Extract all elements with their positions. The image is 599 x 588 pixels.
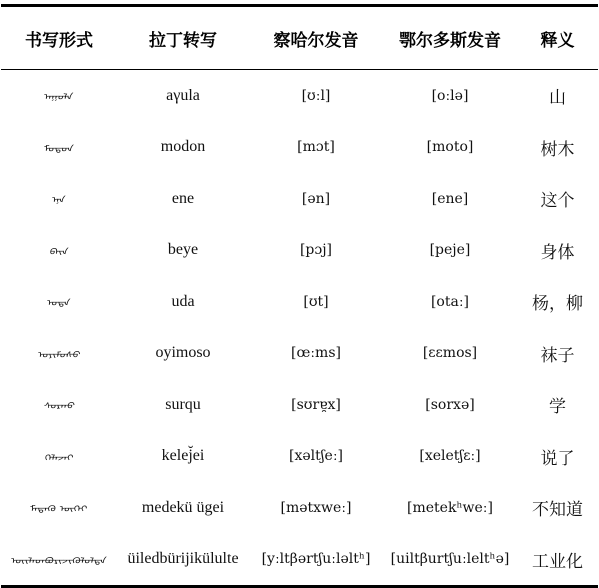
meaning-cell: 山 xyxy=(549,88,566,109)
script-form-cell: ᠮᠡᠳᠡᠬᠦ ᠦᠭᠡᠢ xyxy=(29,504,89,515)
header-ordos-pronunciation: 鄂尔多斯发音 xyxy=(399,30,501,51)
header-script-form: 书写形式 xyxy=(25,30,93,51)
table-row xyxy=(1,122,598,174)
word-table xyxy=(1,7,598,69)
script-form-cell: ᠰᠤᠷᠬᠤ xyxy=(42,401,76,412)
chahar-cell: [sʊrɐ̯x] xyxy=(291,396,341,413)
table-row xyxy=(1,276,598,328)
ordos-cell: [xeletʃɛː] xyxy=(419,448,481,465)
chahar-cell: [pɔj] xyxy=(299,242,333,259)
chahar-cell: [mətxweː] xyxy=(280,499,352,516)
script-form-cell: ᠠᠭᠤᠯᠠ xyxy=(43,92,75,103)
phonology-table xyxy=(1,4,598,588)
script-form-cell: ᠬᠡᠯᠡᠵᠡᠢ xyxy=(43,452,74,463)
ordos-cell: [ɛɛmos] xyxy=(422,345,478,362)
latin-cell: modon xyxy=(160,138,206,156)
table-row xyxy=(1,328,598,380)
table-row xyxy=(1,482,598,534)
script-form-cell: ᠪᠡᠶ᠋ᠡ xyxy=(48,246,69,257)
ordos-cell: [peje] xyxy=(429,242,471,259)
meaning-cell: 树木 xyxy=(540,139,575,160)
chahar-cell: [xəltʃeː] xyxy=(288,448,343,465)
meaning-cell: 杨，柳 xyxy=(532,294,583,315)
ordos-cell: [uiltβurtʃuːleltʰə] xyxy=(390,551,510,568)
chahar-cell: [mɔt] xyxy=(297,139,335,156)
latin-cell: uda xyxy=(171,292,195,310)
table-row xyxy=(1,70,598,122)
ordos-cell: [metekʰweː] xyxy=(407,499,493,516)
word-table-body xyxy=(1,70,598,585)
header-latin-transcription: 拉丁转写 xyxy=(149,30,217,51)
ordos-cell: [moto] xyxy=(426,139,474,156)
chahar-cell: [ʊt] xyxy=(303,293,329,310)
latin-cell: üiledbürijikülulte xyxy=(127,550,239,568)
chahar-cell: [ən] xyxy=(301,190,331,207)
latin-cell: oyimoso xyxy=(155,344,211,362)
meaning-cell: 工业化 xyxy=(532,551,583,572)
table-row xyxy=(1,225,598,277)
latin-cell: surqu xyxy=(165,395,201,413)
header-chahar-pronunciation: 察哈尔发音 xyxy=(273,30,359,51)
latin-cell: ene xyxy=(171,189,195,207)
chahar-cell: [ʊːl] xyxy=(301,87,331,104)
meaning-cell: 袜子 xyxy=(540,345,575,366)
latin-cell: medekü ügei xyxy=(141,498,225,516)
meaning-cell: 说了 xyxy=(540,448,575,469)
script-form-cell: ᠤᠳᠠ xyxy=(46,298,72,309)
header-meaning: 释义 xyxy=(540,30,575,51)
header-row xyxy=(1,7,598,69)
table-row xyxy=(1,173,598,225)
ordos-cell: [otaː] xyxy=(430,293,470,310)
chahar-cell: [yːltβərtʃuːləltʰ] xyxy=(261,551,371,568)
meaning-cell: 身体 xyxy=(540,242,575,263)
script-form-cell: ᠦᠢᠯᠡᠳᠪᠦᠷᠢᠵᠢᠬᠦᠯᠦᠯᠲᠡ xyxy=(10,555,108,566)
script-form-cell: ᠮᠣᠳᠣᠨ xyxy=(43,143,75,154)
ordos-cell: [ene] xyxy=(431,190,469,207)
script-form-cell: ᠣᠶᠢᠮᠣᠰᠤ xyxy=(36,349,81,360)
script-form-cell: ᠡᠨᠡ xyxy=(51,195,67,206)
meaning-cell: 学 xyxy=(549,397,566,418)
latin-cell: beye xyxy=(167,241,199,259)
table-row xyxy=(1,431,598,483)
meaning-cell: 不知道 xyxy=(532,500,583,521)
table-row xyxy=(1,379,598,431)
latin-cell: kelej̆ei xyxy=(161,447,205,465)
latin-cell: aγula xyxy=(166,86,200,104)
meaning-cell: 这个 xyxy=(540,191,575,212)
chahar-cell: [œːms] xyxy=(291,345,341,362)
ordos-cell: [oːlə] xyxy=(431,87,469,104)
table-row xyxy=(1,534,598,586)
ordos-cell: [sorxə] xyxy=(425,396,475,413)
